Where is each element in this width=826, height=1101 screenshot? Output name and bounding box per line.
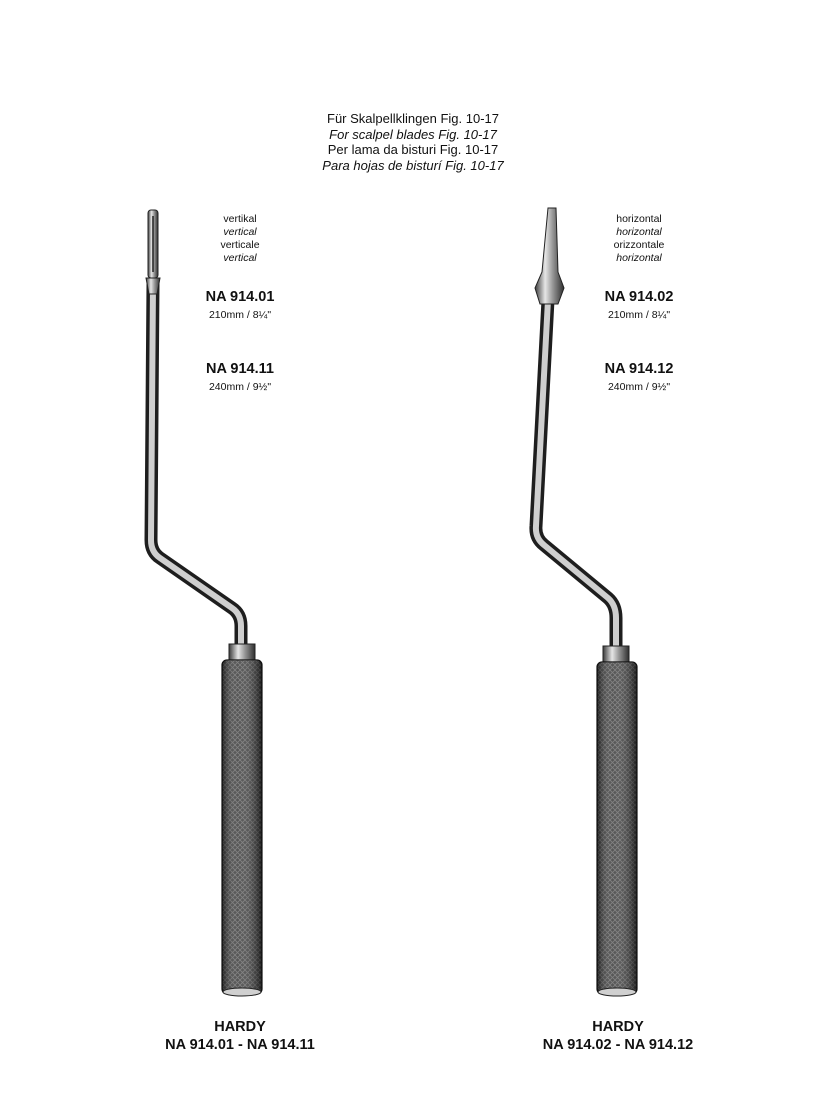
article-range: NA 914.02 - NA 914.12 xyxy=(542,1037,694,1053)
orientation-es: horizontal xyxy=(616,252,662,264)
orientation-left xyxy=(175,213,305,265)
variant-right-1 xyxy=(574,289,704,321)
caption-es: Para hojas de bisturí Fig. 10-17 xyxy=(322,157,504,173)
article-size: 240mm / 9½" xyxy=(208,381,272,393)
orientation-en: vertical xyxy=(223,226,257,238)
caption-de: Für Skalpellklingen Fig. 10-17 xyxy=(327,111,499,126)
article-size: 210mm / 8¼" xyxy=(607,309,671,321)
instrument-right xyxy=(535,208,637,996)
variant-right-2 xyxy=(574,361,704,393)
orientation-right xyxy=(574,213,704,265)
spec-right xyxy=(574,213,704,265)
orientation-en: horizontal xyxy=(616,226,662,238)
instrument-left xyxy=(146,210,262,996)
article-range: NA 914.01 - NA 914.11 xyxy=(165,1037,315,1053)
footer-right xyxy=(488,1018,748,1054)
article-code: NA 914.02 xyxy=(604,289,674,305)
variant-left-2 xyxy=(175,361,305,393)
orientation-de: horizontal xyxy=(616,213,662,225)
spec-left xyxy=(175,213,305,265)
orientation-es: vertical xyxy=(223,252,257,264)
instrument-name: HARDY xyxy=(214,1019,266,1035)
variant-left-1 xyxy=(175,289,305,321)
caption-en: For scalpel blades Fig. 10-17 xyxy=(329,126,497,142)
article-code: NA 914.12 xyxy=(604,361,674,377)
article-code: NA 914.01 xyxy=(205,289,275,305)
article-size: 240mm / 9½" xyxy=(607,381,671,393)
article-size: 210mm / 8¼" xyxy=(208,309,272,321)
caption-it: Per lama da bisturi Fig. 10-17 xyxy=(327,142,499,157)
orientation-it: orizzontale xyxy=(613,239,665,251)
article-code: NA 914.11 xyxy=(206,361,274,377)
orientation-it: verticale xyxy=(220,239,260,251)
instrument-name: HARDY xyxy=(592,1019,644,1035)
orientation-de: vertikal xyxy=(223,213,257,225)
footer-left xyxy=(110,1018,370,1054)
